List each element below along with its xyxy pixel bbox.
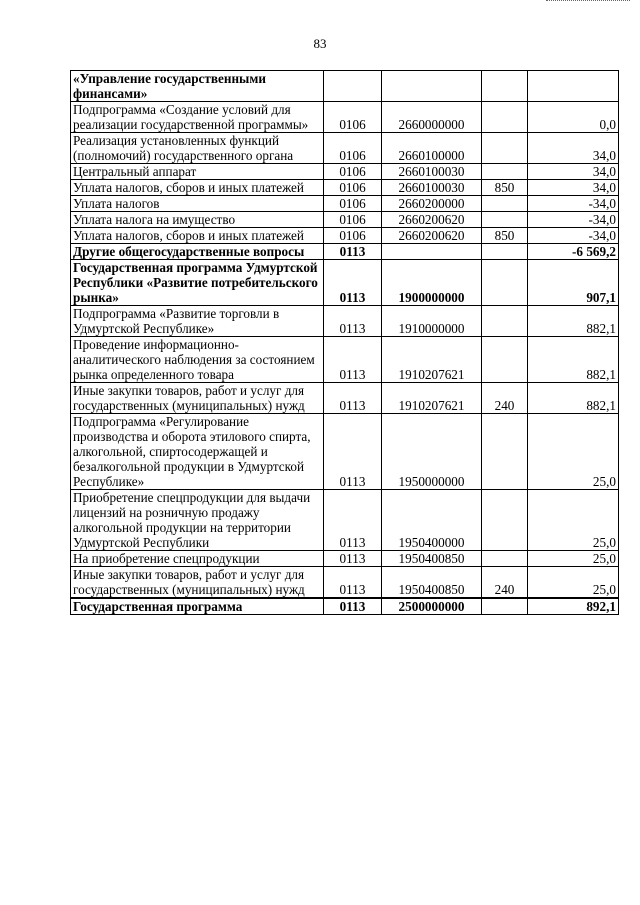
row-code-cell: 1900000000	[382, 260, 482, 306]
row-name-cell: Реализация установленных функций (полномочий) государственного органа	[71, 133, 324, 164]
row-kvr-cell: 240	[482, 383, 528, 414]
row-sum-cell: 34,0	[528, 133, 619, 164]
row-name-cell: На приобретение спецпродукции	[71, 551, 324, 567]
table-row	[71, 71, 619, 102]
row-section-cell: 0106	[324, 180, 382, 196]
row-kvr-cell: 850	[482, 180, 528, 196]
row-kvr-cell	[482, 551, 528, 567]
row-kvr-cell	[482, 337, 528, 383]
row-section-cell: 0113	[324, 551, 382, 567]
row-sum-cell	[528, 71, 619, 102]
row-sum-cell: -34,0	[528, 228, 619, 244]
row-section-cell: 0106	[324, 228, 382, 244]
row-name-cell: Государственная программа Удмуртской Республики «Развитие потребительского рынка»	[71, 260, 324, 306]
row-kvr-cell	[482, 212, 528, 228]
row-code-cell: 1950400850	[382, 551, 482, 567]
row-name-cell: Иные закупки товаров, работ и услуг для государственных (муниципальных) нужд	[71, 567, 324, 599]
row-kvr-cell: 850	[482, 228, 528, 244]
row-name-cell: Уплата налогов, сборов и иных платежей	[71, 228, 324, 244]
table-row	[71, 180, 619, 196]
scan-edge-mark	[546, 0, 630, 5]
row-sum-cell: 882,1	[528, 383, 619, 414]
row-code-cell: 1910000000	[382, 306, 482, 337]
row-section-cell: 0113	[324, 260, 382, 306]
row-kvr-cell	[482, 164, 528, 180]
row-sum-cell: 892,1	[528, 598, 619, 615]
row-name-cell: Подпрограмма «Регулирование производства и оборота этилового спирта, алкогольной, спиртосодержащей и безалкогольной продукции в Удмуртской Республике»	[71, 414, 324, 490]
row-sum-cell: -34,0	[528, 196, 619, 212]
row-sum-cell: -6 569,2	[528, 244, 619, 260]
row-kvr-cell: 240	[482, 567, 528, 599]
table-row	[71, 133, 619, 164]
row-sum-cell: -34,0	[528, 212, 619, 228]
row-sum-cell: 25,0	[528, 551, 619, 567]
row-sum-cell: 882,1	[528, 306, 619, 337]
table-row	[71, 260, 619, 306]
row-code-cell: 2660100000	[382, 133, 482, 164]
row-section-cell: 0113	[324, 337, 382, 383]
row-code-cell: 1910207621	[382, 383, 482, 414]
row-kvr-cell	[482, 490, 528, 551]
table-row	[71, 196, 619, 212]
row-section-cell: 0106	[324, 164, 382, 180]
table-row	[71, 598, 619, 615]
row-code-cell	[382, 244, 482, 260]
row-section-cell: 0113	[324, 244, 382, 260]
row-kvr-cell	[482, 414, 528, 490]
row-code-cell: 2660100030	[382, 164, 482, 180]
table-row	[71, 337, 619, 383]
row-section-cell: 0106	[324, 133, 382, 164]
row-name-cell: Государственная программа	[71, 598, 324, 615]
budget-table	[70, 70, 619, 615]
row-sum-cell: 25,0	[528, 414, 619, 490]
row-code-cell: 1950400000	[382, 490, 482, 551]
table-row	[71, 414, 619, 490]
row-code-cell: 2660100030	[382, 180, 482, 196]
row-name-cell: Уплата налогов	[71, 196, 324, 212]
row-code-cell: 1950400850	[382, 567, 482, 599]
row-code-cell: 2660200620	[382, 212, 482, 228]
row-sum-cell: 0,0	[528, 102, 619, 133]
row-sum-cell: 882,1	[528, 337, 619, 383]
table-row	[71, 212, 619, 228]
row-name-cell: Другие общегосударственные вопросы	[71, 244, 324, 260]
row-code-cell: 2500000000	[382, 598, 482, 615]
row-sum-cell: 907,1	[528, 260, 619, 306]
row-code-cell: 1910207621	[382, 337, 482, 383]
row-name-cell: Иные закупки товаров, работ и услуг для государственных (муниципальных) нужд	[71, 383, 324, 414]
table-row	[71, 228, 619, 244]
row-kvr-cell	[482, 260, 528, 306]
row-code-cell: 1950000000	[382, 414, 482, 490]
row-section-cell: 0113	[324, 414, 382, 490]
row-name-cell: Приобретение спецпродукции для выдачи лицензий на розничную продажу алкогольной продукции на территории Удмуртской Республики	[71, 490, 324, 551]
row-name-cell: Подпрограмма «Развитие торговли в Удмуртской Республике»	[71, 306, 324, 337]
row-name-cell: Подпрограмма «Создание условий для реализации государственной программы»	[71, 102, 324, 133]
row-sum-cell: 34,0	[528, 164, 619, 180]
row-name-cell: Центральный аппарат	[71, 164, 324, 180]
row-kvr-cell	[482, 196, 528, 212]
row-code-cell: 2660200000	[382, 196, 482, 212]
row-code-cell	[382, 71, 482, 102]
row-kvr-cell	[482, 133, 528, 164]
row-section-cell: 0113	[324, 383, 382, 414]
row-sum-cell: 25,0	[528, 490, 619, 551]
page-number: 83	[313, 36, 327, 51]
budget-table-body	[71, 71, 619, 615]
row-kvr-cell	[482, 306, 528, 337]
row-name-cell: Уплата налогов, сборов и иных платежей	[71, 180, 324, 196]
row-section-cell: 0106	[324, 196, 382, 212]
row-code-cell: 2660000000	[382, 102, 482, 133]
row-name-cell: «Управление государственными финансами»	[71, 71, 324, 102]
table-row	[71, 551, 619, 567]
row-kvr-cell	[482, 102, 528, 133]
table-row	[71, 383, 619, 414]
table-row	[71, 164, 619, 180]
row-sum-cell: 34,0	[528, 180, 619, 196]
row-section-cell: 0106	[324, 212, 382, 228]
table-row	[71, 306, 619, 337]
row-section-cell: 0113	[324, 598, 382, 615]
row-section-cell: 0113	[324, 306, 382, 337]
row-kvr-cell	[482, 244, 528, 260]
row-kvr-cell	[482, 598, 528, 615]
table-row	[71, 244, 619, 260]
row-code-cell: 2660200620	[382, 228, 482, 244]
table-row	[71, 490, 619, 551]
row-name-cell: Уплата налога на имущество	[71, 212, 324, 228]
row-name-cell: Проведение информационно-аналитического наблюдения за состоянием рынка определенного товара	[71, 337, 324, 383]
row-section-cell: 0106	[324, 102, 382, 133]
table-row	[71, 102, 619, 133]
row-section-cell: 0113	[324, 490, 382, 551]
row-kvr-cell	[482, 71, 528, 102]
row-section-cell: 0113	[324, 567, 382, 599]
table-row	[71, 567, 619, 599]
row-section-cell	[324, 71, 382, 102]
row-sum-cell: 25,0	[528, 567, 619, 599]
